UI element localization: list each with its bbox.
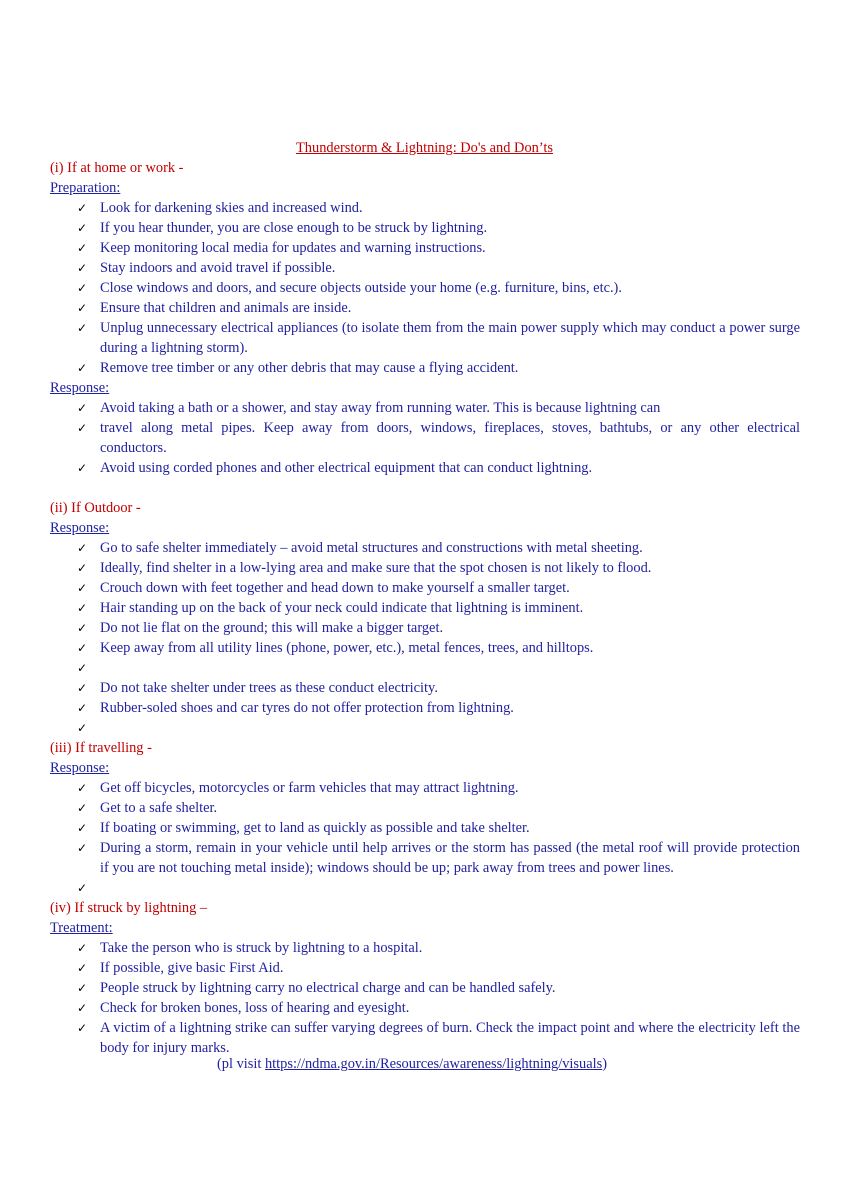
checklist-item bbox=[50, 818, 800, 838]
spacer bbox=[50, 478, 800, 498]
footer-prefix: (pl visit bbox=[217, 1056, 265, 1072]
checklist-item-text: Ideally, find shelter in a low-lying area and make sure that the spot chosen is not likely to flood. bbox=[100, 560, 652, 576]
section-heading: (iv) If struck by lightning – bbox=[50, 900, 208, 916]
checklist-item bbox=[50, 878, 800, 898]
checklist-item-text: Keep away from all utility lines (phone, power, etc.), metal fences, trees, and hilltops. bbox=[100, 640, 594, 656]
checklist-item-text: Avoid using corded phones and other electrical equipment that can conduct lightning. bbox=[100, 460, 593, 476]
resource-link[interactable]: https://ndma.gov.in/Resources/awareness/lightning/visuals bbox=[264, 1056, 603, 1072]
subsection-label: Preparation: bbox=[50, 180, 121, 196]
checklist-item bbox=[50, 618, 800, 638]
checklist-item-text: Unplug unnecessary electrical appliances (to isolate them from the main power supply which may conduct a power surge during a lightning storm). bbox=[100, 320, 800, 356]
checklist-item-text: Get to a safe shelter. bbox=[100, 800, 218, 816]
checklist-item bbox=[50, 578, 800, 598]
checkmark-icon: ✓ bbox=[77, 721, 88, 735]
checklist-item bbox=[50, 558, 800, 578]
checklist-item-text: Avoid taking a bath or a shower, and stay away from running water. This is because lightning can bbox=[100, 400, 661, 416]
checkmark-icon: ✓ bbox=[77, 361, 88, 375]
checkmark-icon: ✓ bbox=[77, 981, 88, 995]
checklist-item-text: Do not take shelter under trees as these conduct electricity. bbox=[100, 680, 438, 696]
checklist-item-text: Remove tree timber or any other debris that may cause a flying accident. bbox=[100, 360, 519, 376]
checklist-item-text: travel along metal pipes. Keep away from doors, windows, fireplaces, stoves, bathtubs, or any other electrical conductors. bbox=[100, 420, 800, 456]
checklist-item bbox=[50, 318, 800, 358]
checkmark-icon: ✓ bbox=[77, 561, 88, 575]
checklist-item bbox=[50, 998, 800, 1018]
checklist-item bbox=[50, 938, 800, 958]
footer-note bbox=[217, 1054, 607, 1074]
checkmark-icon: ✓ bbox=[77, 581, 88, 595]
checklist-item-text: Take the person who is struck by lightning to a hospital. bbox=[100, 940, 423, 956]
checkmark-icon: ✓ bbox=[77, 421, 88, 435]
checklist-item bbox=[50, 718, 800, 738]
checkmark-icon: ✓ bbox=[77, 681, 88, 695]
checklist-item bbox=[50, 218, 800, 238]
checklist-item bbox=[50, 1018, 800, 1058]
checklist-item bbox=[50, 978, 800, 998]
subsection-label: Response: bbox=[50, 520, 110, 536]
checklist-item bbox=[50, 258, 800, 278]
checklist-item bbox=[50, 398, 800, 418]
checklist-item-text: A victim of a lightning strike can suffer varying degrees of burn. Check the impact point and where the electricity left the body for injury marks. bbox=[100, 1020, 800, 1056]
checkmark-icon: ✓ bbox=[77, 701, 88, 715]
checklist-item-text: Go to safe shelter immediately – avoid metal structures and constructions with metal sheeting. bbox=[100, 540, 643, 556]
checkmark-icon: ✓ bbox=[77, 881, 88, 895]
subsection-label: Treatment: bbox=[50, 920, 113, 936]
checklist-item-text: Keep monitoring local media for updates and warning instructions. bbox=[100, 240, 486, 256]
checkmark-icon: ✓ bbox=[77, 801, 88, 815]
checklist-item bbox=[50, 458, 800, 478]
checklist-item bbox=[50, 658, 800, 678]
checkmark-icon: ✓ bbox=[77, 201, 88, 215]
checkmark-icon: ✓ bbox=[77, 781, 88, 795]
checklist-item bbox=[50, 418, 800, 458]
checkmark-icon: ✓ bbox=[77, 261, 88, 275]
checklist-item bbox=[50, 838, 800, 878]
checklist-item bbox=[50, 778, 800, 798]
subsection-label: Response: bbox=[50, 380, 110, 396]
checklist-item-text: Stay indoors and avoid travel if possible. bbox=[100, 260, 336, 276]
checkmark-icon: ✓ bbox=[77, 961, 88, 975]
checkmark-icon: ✓ bbox=[77, 241, 88, 255]
checklist-item-text: Crouch down with feet together and head down to make yourself a smaller target. bbox=[100, 580, 570, 596]
checklist-item-text: If you hear thunder, you are close enough to be struck by lightning. bbox=[100, 220, 488, 236]
checklist-item-text: Close windows and doors, and secure objects outside your home (e.g. furniture, bins, etc.). bbox=[100, 280, 622, 296]
section-heading: (i) If at home or work - bbox=[50, 160, 184, 176]
checklist-item-text: During a storm, remain in your vehicle until help arrives or the storm has passed (the metal roof will provide protection if you are not touching metal inside); windows should be up; park away from trees and power lines. bbox=[100, 840, 800, 876]
checklist-item bbox=[50, 638, 800, 658]
checkmark-icon: ✓ bbox=[77, 401, 88, 415]
checklist-item bbox=[50, 698, 800, 718]
checklist-item bbox=[50, 198, 800, 218]
checkmark-icon: ✓ bbox=[77, 1001, 88, 1015]
checklist-item bbox=[50, 958, 800, 978]
section bbox=[50, 738, 800, 898]
checklist-item bbox=[50, 538, 800, 558]
checkmark-icon: ✓ bbox=[77, 541, 88, 555]
checklist-item-text: If possible, give basic First Aid. bbox=[100, 960, 284, 976]
checklist bbox=[50, 198, 800, 378]
checklist-item-text: Get off bicycles, motorcycles or farm vehicles that may attract lightning. bbox=[100, 780, 519, 796]
checklist-item-text: People struck by lightning carry no electrical charge and can be handled safely. bbox=[100, 980, 556, 996]
checklist bbox=[50, 778, 800, 898]
checklist-item bbox=[50, 598, 800, 618]
document-body bbox=[50, 158, 800, 1058]
checklist-item bbox=[50, 358, 800, 378]
checkmark-icon: ✓ bbox=[77, 301, 88, 315]
checklist bbox=[50, 398, 800, 478]
subsection-label: Response: bbox=[50, 760, 110, 776]
checkmark-icon: ✓ bbox=[77, 601, 88, 615]
checkmark-icon: ✓ bbox=[77, 1021, 88, 1035]
checkmark-icon: ✓ bbox=[77, 821, 88, 835]
checklist-item-text: Check for broken bones, loss of hearing and eyesight. bbox=[100, 1000, 410, 1016]
checklist-item-text: Look for darkening skies and increased wind. bbox=[100, 200, 363, 216]
checklist-item bbox=[50, 798, 800, 818]
page-title: Thunderstorm & Lightning: Do's and Don’ts bbox=[296, 140, 553, 156]
checkmark-icon: ✓ bbox=[77, 641, 88, 655]
checklist-item-text: Ensure that children and animals are inside. bbox=[100, 300, 352, 316]
checklist-item bbox=[50, 678, 800, 698]
checkmark-icon: ✓ bbox=[77, 661, 88, 675]
checklist-item-text: Rubber-soled shoes and car tyres do not offer protection from lightning. bbox=[100, 700, 514, 716]
section-heading: (iii) If travelling - bbox=[50, 740, 152, 756]
section bbox=[50, 498, 800, 738]
checklist-item bbox=[50, 238, 800, 258]
checkmark-icon: ✓ bbox=[77, 621, 88, 635]
checkmark-icon: ✓ bbox=[77, 221, 88, 235]
section bbox=[50, 158, 800, 498]
section bbox=[50, 898, 800, 1058]
footer-suffix: ) bbox=[602, 1056, 607, 1072]
checklist-item-text: If boating or swimming, get to land as quickly as possible and take shelter. bbox=[100, 820, 530, 836]
checklist-item bbox=[50, 278, 800, 298]
checklist-item-text: Hair standing up on the back of your neck could indicate that lightning is imminent. bbox=[100, 600, 584, 616]
checkmark-icon: ✓ bbox=[77, 321, 88, 335]
checklist bbox=[50, 938, 800, 1058]
checklist-item bbox=[50, 298, 800, 318]
checkmark-icon: ✓ bbox=[77, 461, 88, 475]
checkmark-icon: ✓ bbox=[77, 941, 88, 955]
checklist bbox=[50, 538, 800, 738]
checklist-item-text: Do not lie flat on the ground; this will make a bigger target. bbox=[100, 620, 444, 636]
checkmark-icon: ✓ bbox=[77, 841, 88, 855]
checkmark-icon: ✓ bbox=[77, 281, 88, 295]
section-heading: (ii) If Outdoor - bbox=[50, 500, 141, 516]
